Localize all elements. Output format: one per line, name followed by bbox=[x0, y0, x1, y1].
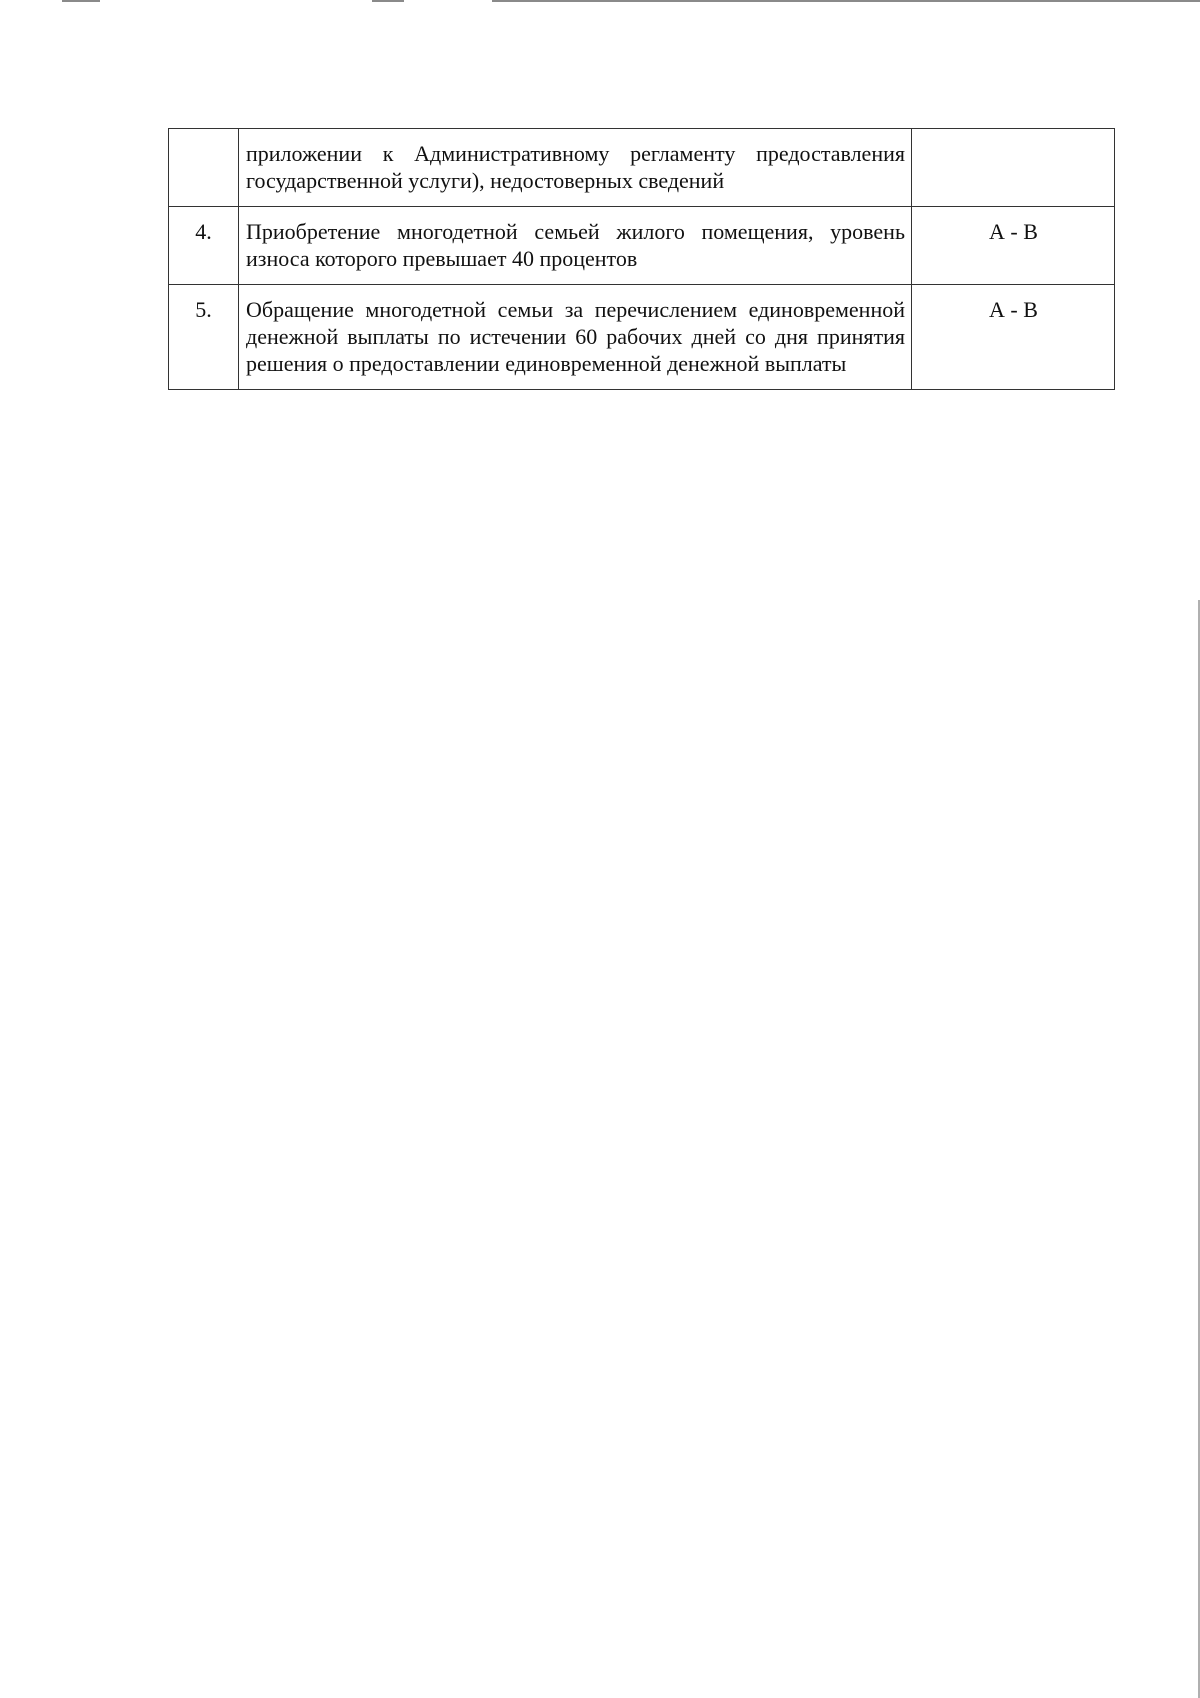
row-description: Приобретение многодетной семьей жилого помещения, уровень износа которого превышает 40 процентов bbox=[239, 207, 912, 285]
row-value: А - В bbox=[912, 207, 1115, 285]
row-number: 4. bbox=[169, 207, 239, 285]
scan-artifact-top-left bbox=[62, 0, 100, 2]
row-description: приложении к Административному регламенту предоставления государственной услуги), недостоверных сведений bbox=[239, 129, 912, 207]
row-number bbox=[169, 129, 239, 207]
row-value bbox=[912, 129, 1115, 207]
scan-artifact-top-middle bbox=[372, 0, 404, 2]
row-value: А - В bbox=[912, 285, 1115, 390]
table-row bbox=[169, 129, 1115, 207]
table-row bbox=[169, 207, 1115, 285]
row-description: Обращение многодетной семьи за перечислением единовременной денежной выплаты по истечении 60 рабочих дней со дня принятия решения о предоставлении единовременной денежной выплаты bbox=[239, 285, 912, 390]
document-table bbox=[168, 128, 1115, 390]
scan-artifact-top-right bbox=[492, 0, 1200, 2]
table-row bbox=[169, 285, 1115, 390]
row-number: 5. bbox=[169, 285, 239, 390]
